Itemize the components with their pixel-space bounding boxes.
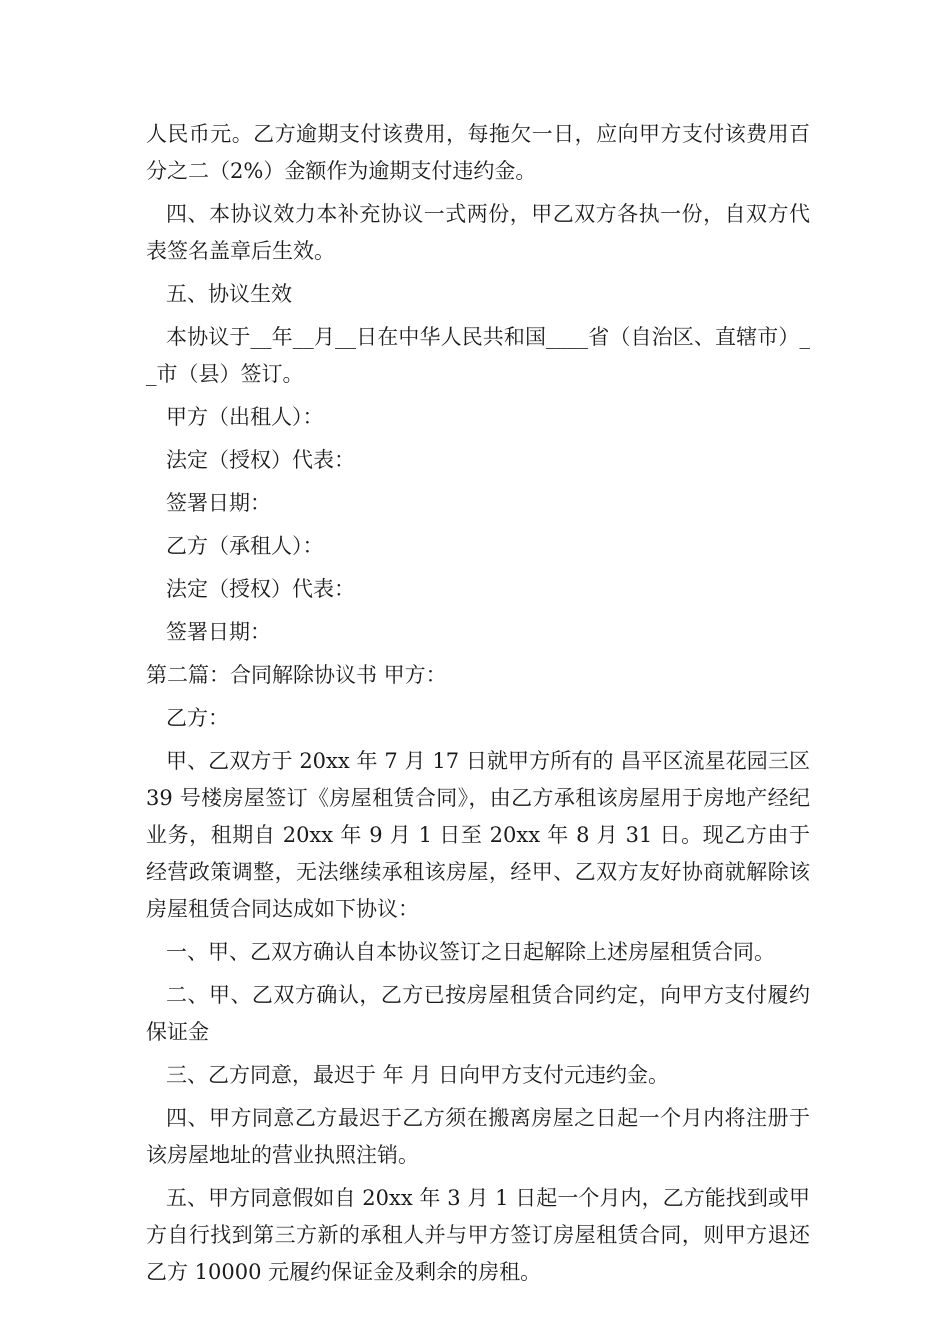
paragraph-16: 三、乙方同意，最迟于 年 月 日向甲方支付元违约金。 [166,1063,670,1087]
paragraph-14: 一、甲、乙双方确认自本协议签订之日起解除上述房屋租赁合同。 [166,940,775,964]
paragraph-3: 五、协议生效 [166,282,292,306]
paragraph-1: 人民币元。乙方逾期支付该费用，每拖欠一日，应向甲方支付该费用百分之二（2%）金额作为逾期支付违约金。 [146,122,810,183]
paragraph-6: 法定（授权）代表： [166,448,355,472]
paragraph-12: 乙方： [166,706,229,730]
paragraph-10: 签署日期： [166,620,271,644]
section-heading-2: 第二篇：合同解除协议书 甲方： [146,663,447,687]
paragraph-5: 甲方（出租人）： [166,405,324,429]
paragraph-17: 四、甲方同意乙方最迟于乙方须在搬离房屋之日起一个月内将注册于该房屋地址的营业执照注销。 [146,1106,810,1167]
paragraph-18: 五、甲方同意假如自 20xx 年 3 月 1 日起一个月内，乙方能找到或甲方自行找到第三方新的承租人并与甲方签订房屋租赁合同，则甲方退还乙方 10000 元履约保证金及剩余的房租。 [146,1186,810,1284]
paragraph-4: 本协议于__年__月__日在中华人民共和国____省（自治区、直辖市）__市（县）签订。 [146,325,810,386]
paragraph-2: 四、本协议效力本补充协议一式两份，甲乙双方各执一份，自双方代表签名盖章后生效。 [146,202,810,263]
paragraph-13: 甲、乙双方于 20xx 年 7 月 17 日就甲方所有的 昌平区流星花园三区 39 号楼房屋签订《房屋租赁合同》，由乙方承租该房屋用于房地产经纪业务，租期自 20xx 年 9 月 1 日至 20xx 年 8 月 31 日。现乙方由于经营政策调整，无法继续承租该房屋，经甲、乙双方友好协商就解除该房屋租赁合同达成如下协议： [146,749,810,921]
paragraph-15: 二、甲、乙双方确认，乙方已按房屋租赁合同约定，向甲方支付履约保证金 [146,983,810,1044]
paragraph-9: 法定（授权）代表： [166,577,355,601]
paragraph-8: 乙方（承租人）： [166,534,324,558]
paragraph-7: 签署日期： [166,491,271,515]
document-page [146,116,810,1297]
